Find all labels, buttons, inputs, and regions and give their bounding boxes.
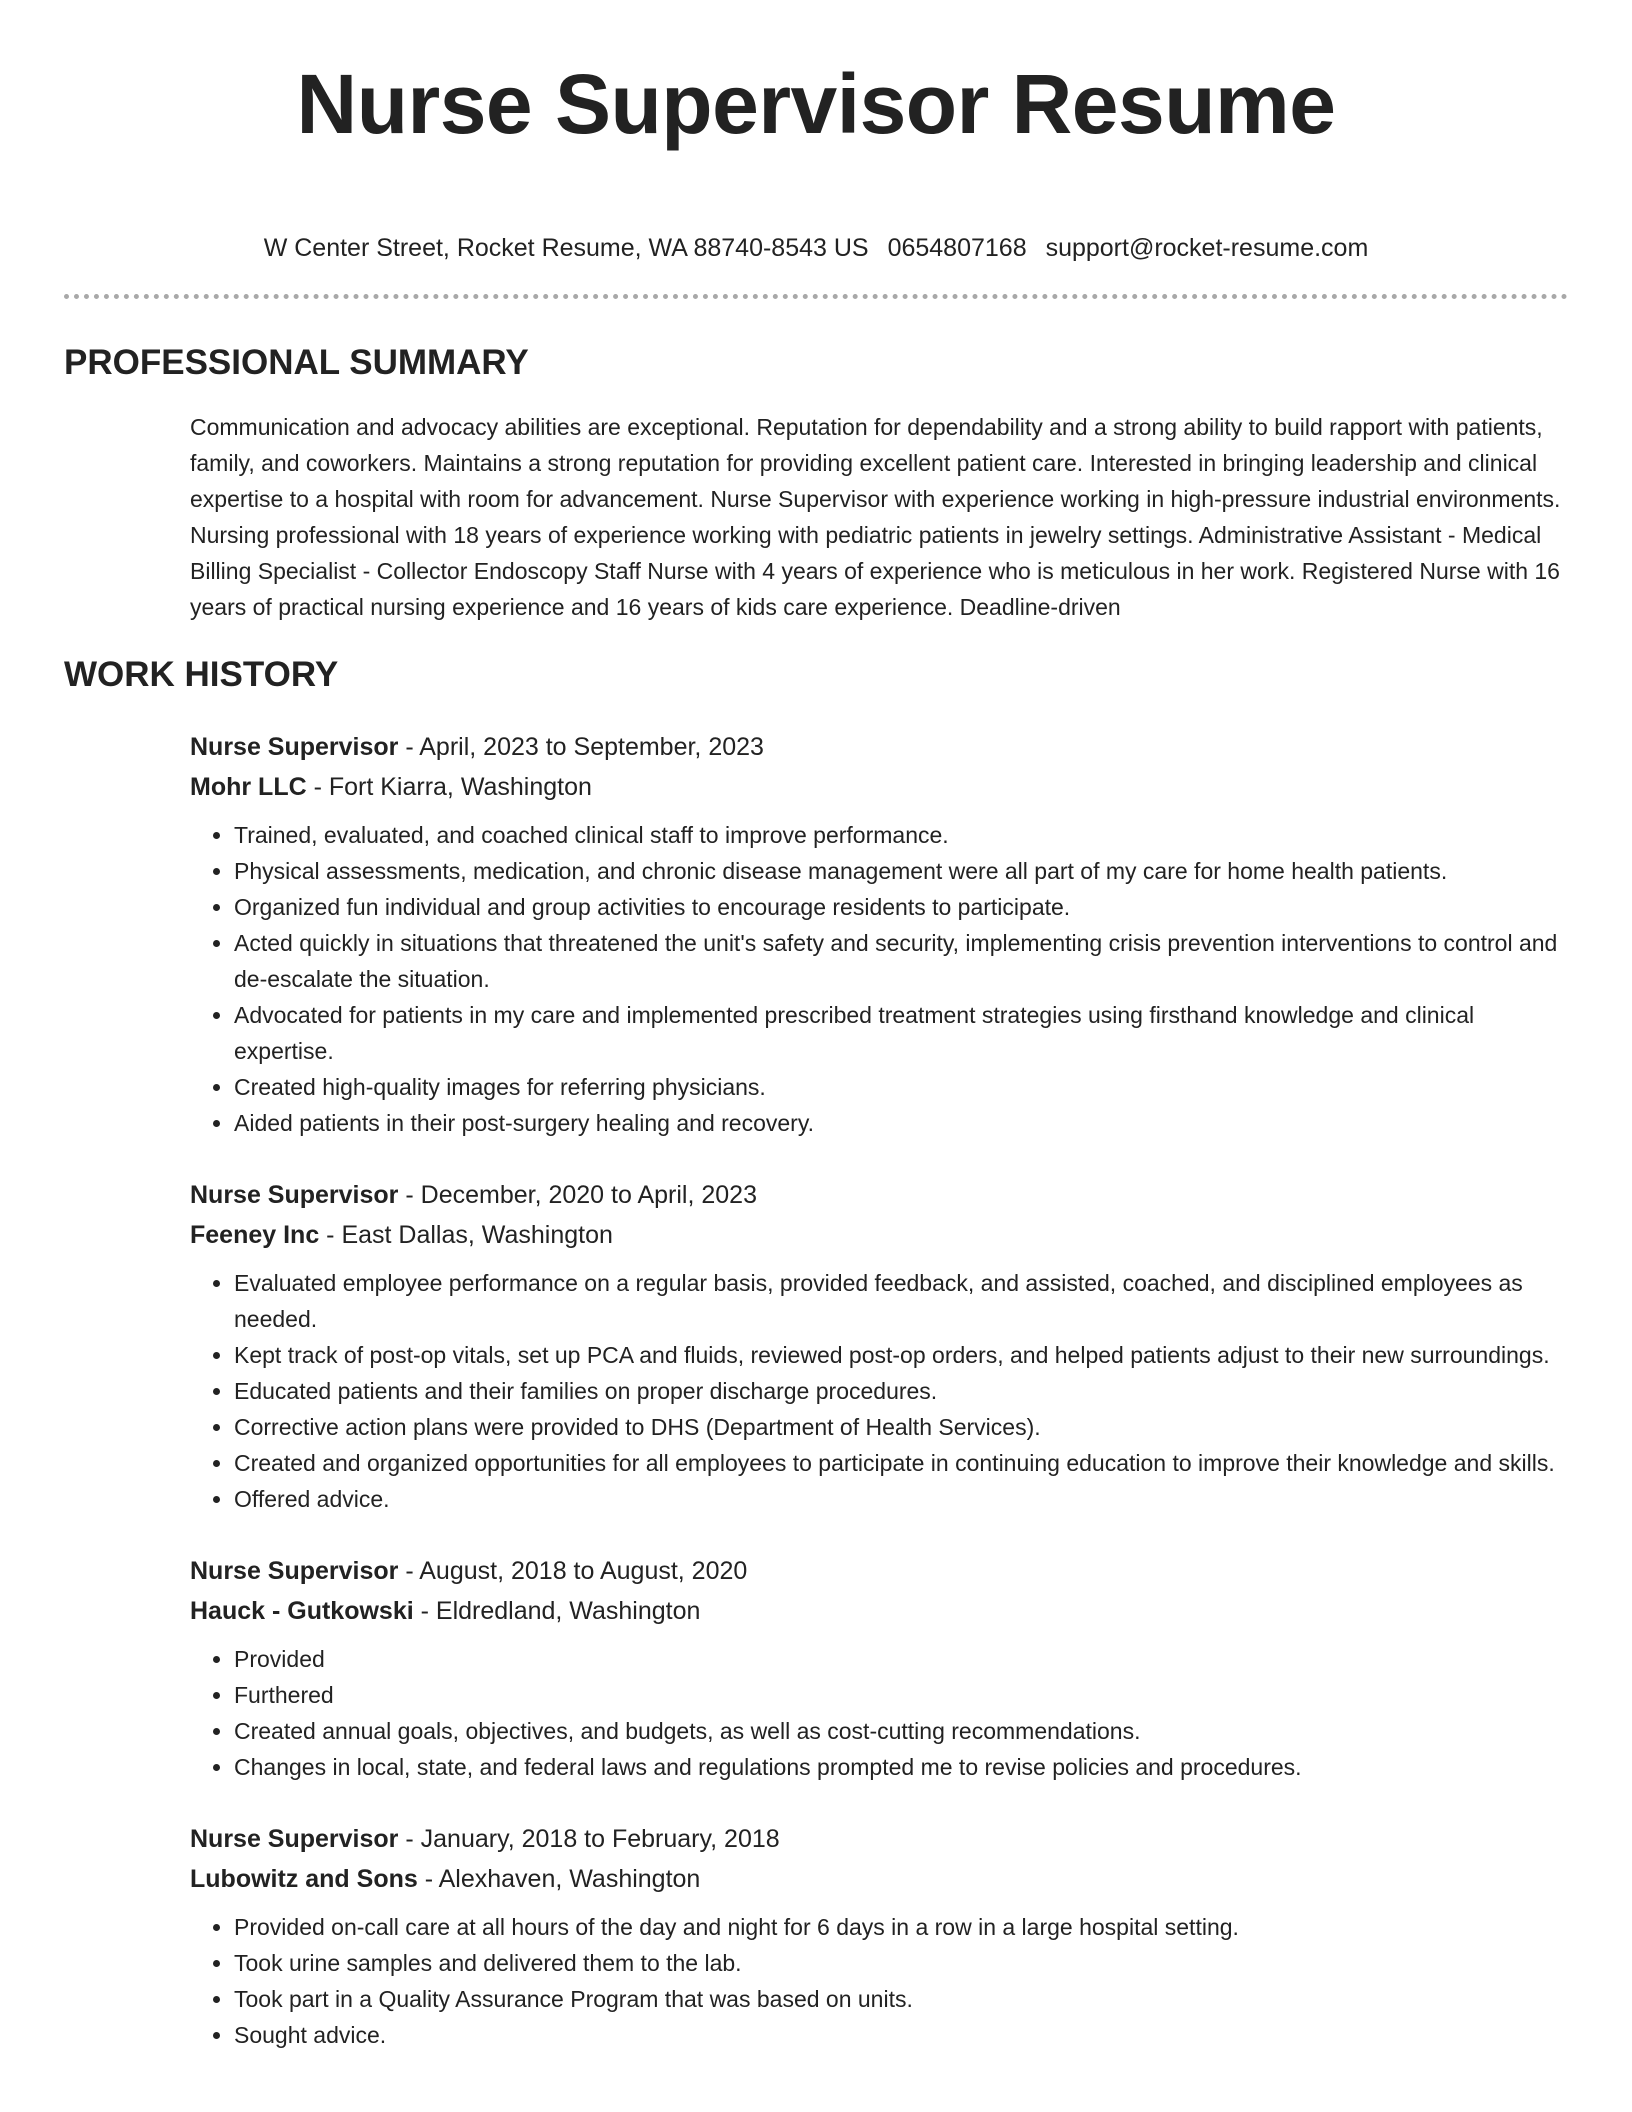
work-history-heading: WORK HISTORY [64,655,339,694]
header-divider [64,294,1568,299]
job-dates: - January, 2018 to February, 2018 [398,1825,780,1853]
job-title: Nurse Supervisor [190,1181,399,1209]
job-bullet: • Kept track of post-op vitals, set up PCA and fluids, reviewed post-op orders, and helped patients adjust to their new surroundings. [234,1337,1568,1373]
job-title-line [190,1175,1568,1215]
job-bullets [190,1909,1568,2053]
job-bullet: • Physical assessments, medication, and chronic disease management were all part of my care for home health patients. [234,853,1568,889]
job-company-line [190,1859,1568,1899]
job-company-line [190,1591,1568,1631]
job-dates: - December, 2020 to April, 2023 [398,1181,757,1209]
contact-address: W Center Street, Rocket Resume, WA 88740-8543 US [263,234,869,262]
job-title-line [190,1551,1568,1591]
job-company-line [190,1215,1568,1255]
job-entry [190,1175,1568,1517]
job-title: Nurse Supervisor [190,1557,399,1585]
job-company: Mohr LLC [190,773,307,801]
job-location: - Alexhaven, Washington [417,1865,701,1893]
job-bullet: • Sought advice. [234,2017,1568,2053]
job-bullet: • Corrective action plans were provided to DHS (Department of Health Services). [234,1409,1568,1445]
job-bullet: • Furthered [234,1677,1568,1713]
job-bullet: • Offered advice. [234,1481,1568,1517]
job-dates: - April, 2023 to September, 2023 [398,733,764,761]
job-title: Nurse Supervisor [190,1825,399,1853]
job-bullet: • Educated patients and their families on proper discharge procedures. [234,1373,1568,1409]
job-entry [190,727,1568,1141]
job-bullet: • Provided [234,1641,1568,1677]
job-company-line [190,767,1568,807]
job-bullet: • Created annual goals, objectives, and budgets, as well as cost-cutting recommendations. [234,1713,1568,1749]
contact-line [64,232,1568,264]
job-bullet: • Trained, evaluated, and coached clinical staff to improve performance. [234,817,1568,853]
summary-heading: PROFESSIONAL SUMMARY [64,343,529,382]
job-company: Lubowitz and Sons [190,1865,418,1893]
job-location: - Fort Kiarra, Washington [306,773,592,801]
job-title: Nurse Supervisor [190,733,399,761]
job-bullet: • Took urine samples and delivered them to the lab. [234,1945,1568,1981]
work-history-list [190,727,1568,2053]
job-company: Hauck - Gutkowski [190,1597,414,1625]
job-title-line [190,1819,1568,1859]
job-dates: - August, 2018 to August, 2020 [398,1557,748,1585]
job-bullet: • Advocated for patients in my care and implemented prescribed treatment strategies using firsthand knowledge and clinical expertise. [234,997,1568,1069]
contact-phone: 0654807168 [887,234,1027,262]
job-bullet: • Acted quickly in situations that threatened the unit's safety and security, implementing crisis prevention interventions to control and de-escalate the situation. [234,925,1568,997]
job-title-line [190,727,1568,767]
job-bullet: • Created high-quality images for referring physicians. [234,1069,1568,1105]
job-entry [190,1819,1568,2053]
job-company: Feeney Inc [190,1221,320,1249]
job-location: - Eldredland, Washington [413,1597,701,1625]
job-bullets [190,1265,1568,1517]
job-entry [190,1551,1568,1785]
job-location: - East Dallas, Washington [319,1221,613,1249]
resume-title: Nurse Supervisor Resume [296,57,1336,151]
job-bullet: • Organized fun individual and group activities to encourage residents to participate. [234,889,1568,925]
job-bullet: • Aided patients in their post-surgery healing and recovery. [234,1105,1568,1141]
job-bullet: • Provided on-call care at all hours of the day and night for 6 days in a row in a large hospital setting. [234,1909,1568,1945]
job-bullets [190,1641,1568,1785]
job-bullet: • Created and organized opportunities for all employees to participate in continuing education to improve their knowledge and skills. [234,1445,1568,1481]
contact-email: support@rocket-resume.com [1045,234,1369,262]
job-bullet: • Changes in local, state, and federal laws and regulations prompted me to revise policies and procedures. [234,1749,1568,1785]
job-bullet: • Evaluated employee performance on a regular basis, provided feedback, and assisted, coached, and disciplined employees as needed. [234,1265,1568,1337]
job-bullets [190,817,1568,1141]
job-bullet: • Took part in a Quality Assurance Program that was based on units. [234,1981,1568,2017]
summary-text: Communication and advocacy abilities are exceptional. Reputation for dependability and a strong ability to build rapport with patients, family, and coworkers. Maintains a strong reputation for providing excellent patient care. Interested in bringing leadership and clinical expertise to a hospital with room for advancement. Nurse Supervisor with experience working in high-pressure industrial environments. Nursing professional with 18 years of experience working with pediatric patients in jewelry settings. Administrative Assistant - Medical Billing Specialist - Collector Endoscopy Staff Nurse with 4 years of experience who is meticulous in her work. Registered Nurse with 16 years of practical nursing experience and 16 years of kids care experience. Deadline-driven [190,414,1561,620]
